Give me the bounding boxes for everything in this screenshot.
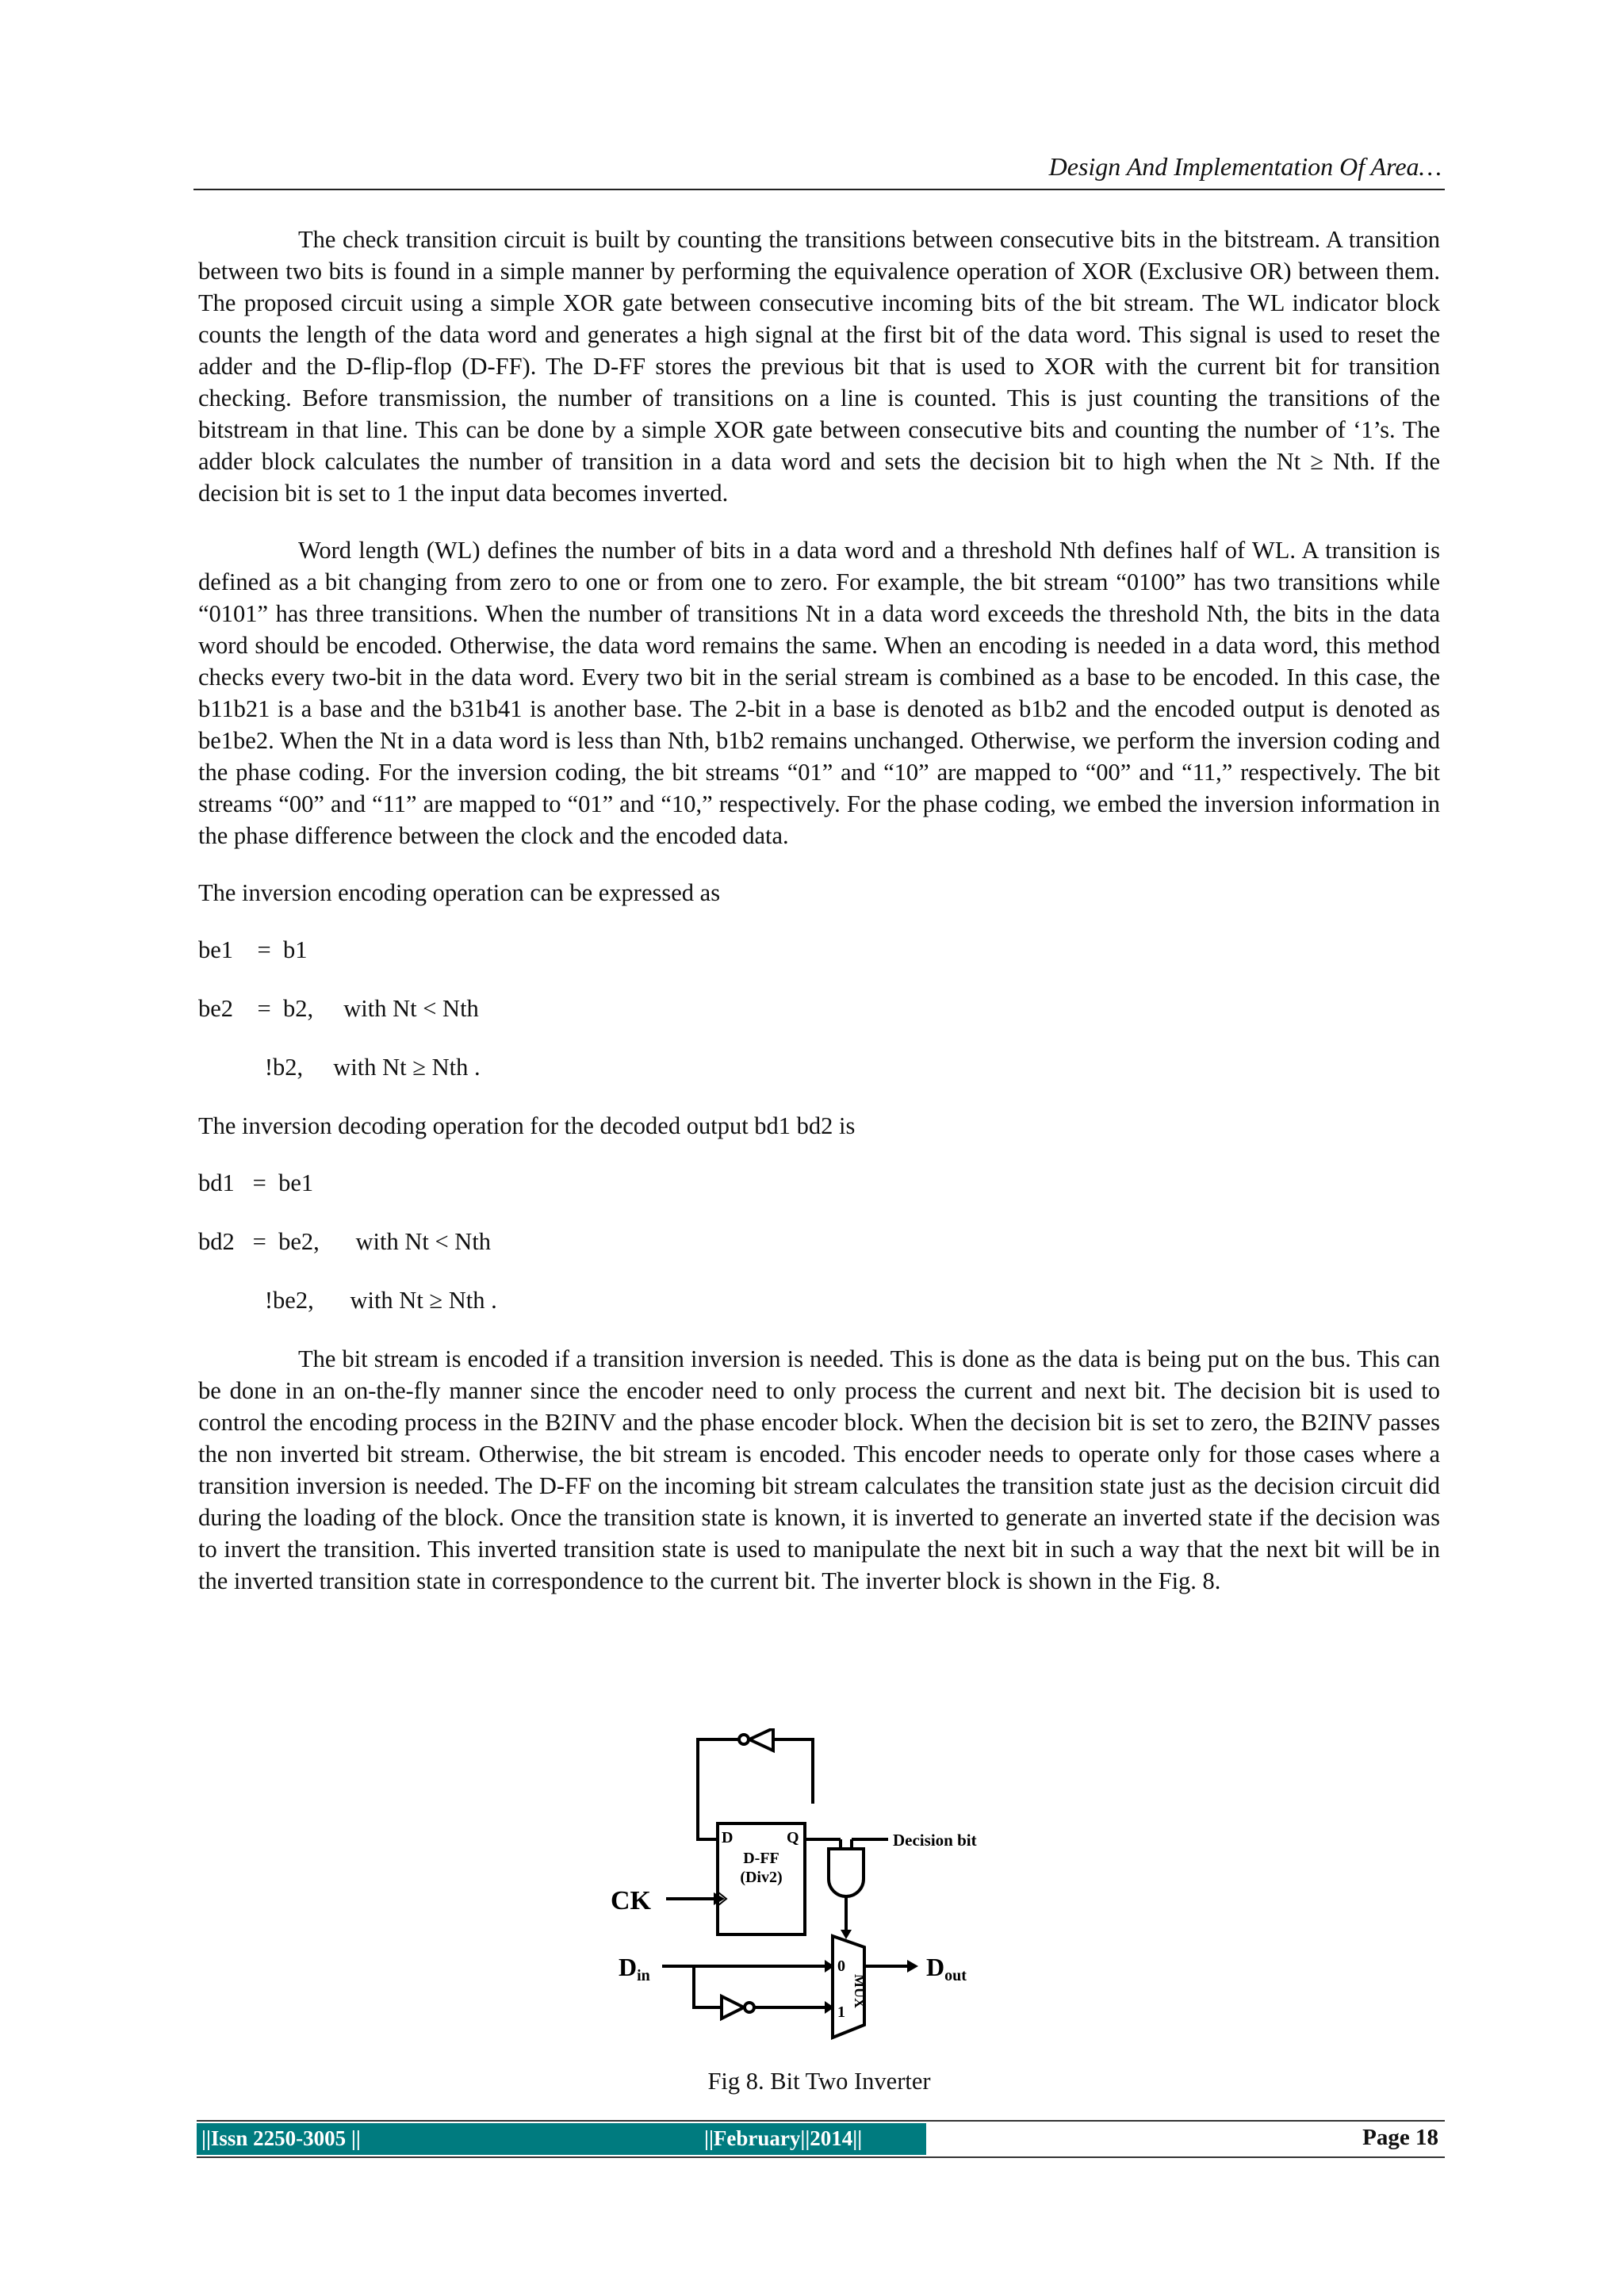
dout-label: Dout — [926, 1953, 967, 1984]
mux-in1-label: 1 — [837, 2003, 845, 2021]
figure-caption: Fig 8. Bit Two Inverter — [707, 2068, 931, 2095]
footer-date: ||February||2014|| — [704, 2126, 863, 2150]
data-inverter-bubble — [745, 2003, 754, 2012]
equation-dec-bd2: bd2 = be2, with Nt < Nth — [198, 1228, 492, 1255]
equation-dec-bd1: bd1 = be1 — [198, 1169, 314, 1196]
paragraph-transition-circuit: The check transition circuit is built by counting the transitions between consecutive bits in the bitstream. A transition between two bits is found in a simple manner by performing the equivalence operation of XOR (Exclusive OR) between them. The proposed circuit using a simple XOR gate between consecutive incoming bits of the bit stream. The WL indicator block counts the length of the data word and generates a high signal at the first bit of the data word. This signal is used to reset the adder and the D-flip-flop (D-FF). The D-FF stores the previous bit that is used to XOR with the current bit for transition checking. Before transmission, the number of transitions on a line is counted. This is just counting the transitions of the bitstream in that line. This can be done by a simple XOR gate between consecutive bits and counting the number of ‘1’s. The adder block calculates the number of transition in a data word and sets the decision bit to high when the Nt ≥ Nth. If the decision bit is set to 1 the input data becomes inverted. — [198, 226, 1440, 507]
running-header: Design And Implementation Of Area… — [1048, 152, 1442, 181]
din-branch-wire — [694, 1966, 722, 2007]
equation-dec-bd2-inverted: !be2, with Nt ≥ Nth . — [198, 1287, 497, 1314]
decision-bit-label: Decision bit — [893, 1831, 977, 1850]
dff-d-label: D — [722, 1829, 733, 1846]
page-number: Page 18 — [1362, 2125, 1438, 2150]
footer-divider-bottom — [197, 2156, 1445, 2158]
paragraph-word-length: Word length (WL) defines the number of bits in a data word and a threshold Nth defines half of WL. A transition is defined as a bit changing from zero to one or from one to zero. For example, the bit stream “0100” has two transitions while “0101” has three transitions. When the number of transitions Nt in a data word exceeds the threshold Nth, the bits in the data word should be encoded. Otherwise, the data word remains the same. When an encoding is needed in a data word, this method checks every two-bit in the data word. Every two bit in the serial stream is combined as a base to be encoded. In this case, the b11b21 is a base and the b31b41 is another base. The 2-bit in a base is denoted as b1b2 and the encoded output is denoted as be1be2. When the Nt in a data word is less than Nth, b1b2 remains unchanged. Otherwise, we perform the inversion coding and the phase coding. For the inversion coding, the bit streams “01” and “10” are mapped to “00” and “11,” respectively. The bit streams “00” and “11” are mapped to “01” and “10,” respectively. For the phase coding, we embed the inversion information in the phase difference between the clock and the encoded data. — [198, 537, 1440, 849]
dout-arrow-icon — [907, 1960, 918, 1973]
paragraph-decoding-intro: The inversion decoding operation for the decoded output bd1 bd2 is — [198, 1112, 856, 1139]
mux-in0-label: 0 — [837, 1957, 845, 1975]
feedback-wire-right — [773, 1739, 813, 1804]
bit-two-inverter-diagram — [603, 1728, 1047, 2045]
ck-label: CK — [611, 1886, 651, 1915]
footer-issn: ||Issn 2250-3005 || — [201, 2126, 361, 2150]
article-body — [198, 224, 1440, 1622]
equation-enc-be1: be1 = b1 — [198, 936, 308, 963]
mux-label: MUX — [852, 1974, 868, 2008]
paragraph-encoding-intro: The inversion encoding operation can be expressed as — [198, 879, 721, 906]
feedback-wire-left — [698, 1739, 749, 1804]
page-footer — [197, 2123, 1445, 2155]
feedback-inverter-bubble — [739, 1735, 749, 1744]
footer-divider-top — [197, 2120, 1445, 2122]
footer-bar — [197, 2123, 926, 2155]
dff-name-label: D-FF — [743, 1850, 779, 1867]
paragraph-bit-stream-encoding: The bit stream is encoded if a transition inversion is needed. This is done as the data is being put on the bus. This can be done in an on-the-fly manner since the encoder need to only process the current and next bit. The decision bit is used to control the encoding process in the B2INV and the phase encoder block. When the decision bit is set to zero, the B2INV passes the non inverted bit stream. Otherwise, the bit stream is encoded. This encoder needs to operate only for those cases where a transition inversion is needed. The D-FF on the incoming bit stream calculates the transition state just as the decision circuit did during the loading of the block. Once the transition state is known, it is inverted to generate an inverted state if the decision was to invert the transition. This inverted transition state is used to manipulate the next bit in such a way that the next bit will be in the inverted transition state in correspondence to the current bit. The inverter block is shown in the Fig. 8. — [198, 1345, 1440, 1594]
dff-sub-label: (Div2) — [740, 1869, 783, 1886]
din-label: Din — [619, 1953, 650, 1984]
d-input-wire — [698, 1804, 718, 1839]
data-inverter-icon — [722, 1996, 744, 2019]
feedback-inverter-icon — [749, 1728, 773, 1751]
equation-enc-be2: be2 = b2, with Nt < Nth — [198, 995, 479, 1022]
equation-enc-be2-inverted: !b2, with Nt ≥ Nth . — [198, 1054, 481, 1081]
and-gate-icon — [829, 1849, 864, 1896]
dff-q-label: Q — [787, 1829, 799, 1846]
header-divider — [193, 189, 1445, 190]
